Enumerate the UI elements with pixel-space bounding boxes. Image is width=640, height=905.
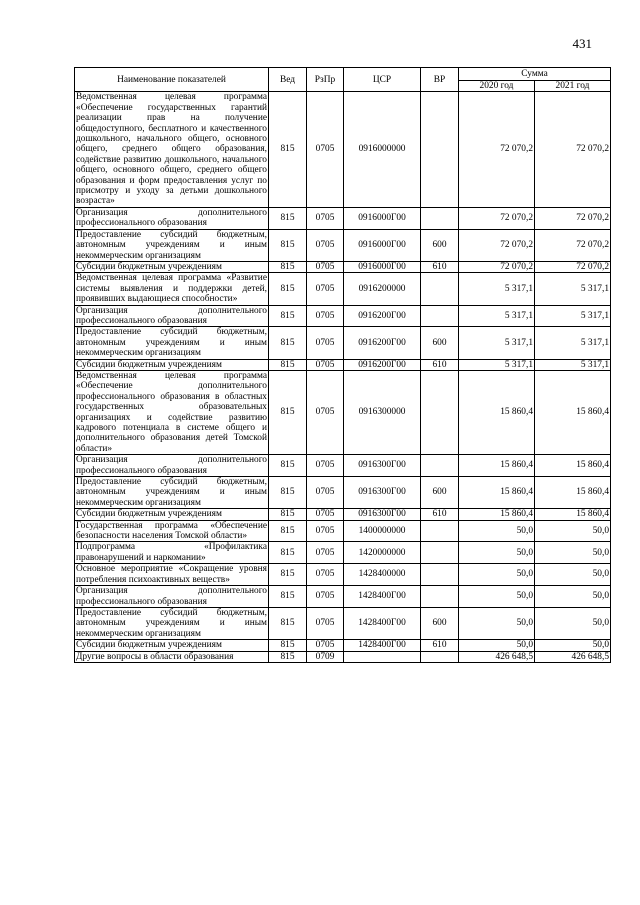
cell-name: Организация дополнительного профессионального образования — [76, 305, 267, 326]
cell-2021: 72 070,2 — [535, 229, 611, 261]
cell-2020: 50,0 — [459, 564, 535, 586]
cell-2020: 50,0 — [459, 640, 535, 651]
cell-rzpr: 0709 — [307, 651, 344, 662]
cell-name: Предоставление субсидий бюджетным, автономным учреждениям и иным некоммерческим организациям — [76, 229, 267, 261]
table-row — [75, 651, 611, 662]
cell-csr: 1428400Г00 — [344, 640, 421, 651]
cell-rzpr: 0705 — [307, 520, 344, 542]
table-row — [75, 273, 611, 305]
cell-csr: 1428400000 — [344, 564, 421, 586]
cell-2021: 50,0 — [535, 520, 611, 542]
cell-vr: 600 — [421, 229, 459, 261]
cell-2020: 72 070,2 — [459, 207, 535, 229]
cell-ved: 815 — [269, 261, 307, 272]
cell-rzpr: 0705 — [307, 477, 344, 509]
table-row — [75, 207, 611, 229]
cell-ved: 815 — [269, 455, 307, 477]
cell-csr: 0916200000 — [344, 273, 421, 305]
cell-ved: 815 — [269, 207, 307, 229]
table-row — [75, 327, 611, 359]
cell-rzpr: 0705 — [307, 327, 344, 359]
cell-ved: 815 — [269, 327, 307, 359]
cell-csr: 0916200Г00 — [344, 359, 421, 370]
cell-2020: 72 070,2 — [459, 261, 535, 272]
cell-2021: 5 317,1 — [535, 305, 611, 327]
cell-2021: 5 317,1 — [535, 273, 611, 305]
cell-csr: 0916200Г00 — [344, 305, 421, 327]
cell-rzpr: 0705 — [307, 586, 344, 608]
cell-2020: 5 317,1 — [459, 305, 535, 327]
cell-ved: 815 — [269, 305, 307, 327]
table-row — [75, 92, 611, 207]
table-row — [75, 564, 611, 586]
header-name: Наименование показателей — [75, 68, 269, 92]
header-csr: ЦСР — [344, 68, 421, 92]
cell-vr: 600 — [421, 327, 459, 359]
cell-csr: 1400000000 — [344, 520, 421, 542]
cell-ved: 815 — [269, 273, 307, 305]
cell-rzpr: 0705 — [307, 359, 344, 370]
cell-2020: 5 317,1 — [459, 327, 535, 359]
cell-csr: 1428400Г00 — [344, 586, 421, 608]
cell-2021: 72 070,2 — [535, 261, 611, 272]
cell-name: Основное мероприятие «Сокращение уровня потребления психоактивных веществ» — [76, 564, 267, 585]
table-row — [75, 509, 611, 520]
header-year-2020: 2020 год — [459, 81, 535, 92]
cell-rzpr: 0705 — [307, 509, 344, 520]
cell-2020: 72 070,2 — [459, 92, 535, 207]
cell-vr: 610 — [421, 261, 459, 272]
cell-name: Ведомственная целевая программа «Обеспечение государственных гарантий реализации прав на получение общедоступного, бесплатного и качественного дошкольного, начального общего, основного общего, среднего общего образования, содействие развитию дошкольного, начального общего, основного общего, среднего общего образования и форм предоставления услуг по присмотру и уходу за детьми дошкольного возраста» — [76, 92, 267, 207]
cell-2021: 15 860,4 — [535, 477, 611, 509]
cell-vr — [421, 586, 459, 608]
cell-vr — [421, 305, 459, 327]
cell-2021: 5 317,1 — [535, 327, 611, 359]
cell-2020: 50,0 — [459, 586, 535, 608]
cell-2020: 15 860,4 — [459, 477, 535, 509]
cell-name: Организация дополнительного профессионального образования — [76, 586, 267, 607]
cell-vr — [421, 92, 459, 207]
cell-name: Предоставление субсидий бюджетным, автономным учреждениям и иным некоммерческим организациям — [76, 327, 267, 359]
cell-name: Субсидии бюджетным учреждениям — [75, 359, 269, 370]
cell-name: Организация дополнительного профессионального образования — [76, 455, 267, 476]
cell-ved: 815 — [269, 640, 307, 651]
cell-csr — [344, 651, 421, 662]
cell-2021: 50,0 — [535, 640, 611, 651]
cell-rzpr: 0705 — [307, 261, 344, 272]
cell-2021: 72 070,2 — [535, 207, 611, 229]
table-row — [75, 640, 611, 651]
table-row — [75, 229, 611, 261]
cell-csr: 1428400Г00 — [344, 607, 421, 639]
table-row — [75, 455, 611, 477]
cell-2020: 50,0 — [459, 607, 535, 639]
cell-csr: 0916200Г00 — [344, 327, 421, 359]
cell-2021: 15 860,4 — [535, 370, 611, 454]
cell-name: Ведомственная целевая программа «Развитие системы выявления и поддержки детей, проявивших выдающиеся способности» — [76, 273, 267, 305]
cell-ved: 815 — [269, 651, 307, 662]
header-rzpr: РзПр — [307, 68, 344, 92]
cell-vr: 610 — [421, 640, 459, 651]
cell-vr — [421, 564, 459, 586]
cell-ved: 815 — [269, 607, 307, 639]
header-sum: Сумма — [459, 68, 611, 81]
cell-2020: 5 317,1 — [459, 359, 535, 370]
cell-2020: 15 860,4 — [459, 509, 535, 520]
cell-name: Другие вопросы в области образования — [75, 651, 269, 662]
header-year-2021: 2021 год — [535, 81, 611, 92]
cell-2021: 426 648,5 — [535, 651, 611, 662]
cell-vr: 600 — [421, 477, 459, 509]
cell-2021: 15 860,4 — [535, 509, 611, 520]
cell-vr — [421, 542, 459, 564]
cell-ved: 815 — [269, 229, 307, 261]
cell-2020: 50,0 — [459, 520, 535, 542]
cell-rzpr: 0705 — [307, 640, 344, 651]
cell-rzpr: 0705 — [307, 305, 344, 327]
table-row — [75, 477, 611, 509]
cell-ved: 815 — [269, 509, 307, 520]
table-row — [75, 607, 611, 639]
cell-rzpr: 0705 — [307, 370, 344, 454]
table-row — [75, 586, 611, 608]
cell-ved: 815 — [269, 564, 307, 586]
cell-2021: 5 317,1 — [535, 359, 611, 370]
cell-2021: 50,0 — [535, 542, 611, 564]
table-row — [75, 261, 611, 272]
cell-ved: 815 — [269, 520, 307, 542]
cell-rzpr: 0705 — [307, 455, 344, 477]
cell-vr: 610 — [421, 509, 459, 520]
cell-name: Субсидии бюджетным учреждениям — [75, 261, 269, 272]
cell-vr — [421, 370, 459, 454]
table-row — [75, 542, 611, 564]
cell-rzpr: 0705 — [307, 207, 344, 229]
cell-name: Организация дополнительного профессионального образования — [76, 207, 267, 229]
cell-vr: 600 — [421, 607, 459, 639]
page-number: 431 — [572, 36, 592, 51]
table-row — [75, 359, 611, 370]
cell-2021: 72 070,2 — [535, 92, 611, 207]
header-vr: ВР — [421, 68, 459, 92]
cell-csr: 0916300Г00 — [344, 477, 421, 509]
cell-2021: 15 860,4 — [535, 455, 611, 477]
cell-2020: 15 860,4 — [459, 455, 535, 477]
cell-rzpr: 0705 — [307, 542, 344, 564]
cell-2020: 50,0 — [459, 542, 535, 564]
budget-table — [74, 67, 611, 663]
cell-2020: 72 070,2 — [459, 229, 535, 261]
cell-rzpr: 0705 — [307, 273, 344, 305]
cell-vr: 610 — [421, 359, 459, 370]
cell-2021: 50,0 — [535, 586, 611, 608]
cell-vr — [421, 520, 459, 542]
cell-name: Субсидии бюджетным учреждениям — [75, 509, 269, 520]
cell-csr: 0916000000 — [344, 92, 421, 207]
cell-name: Ведомственная целевая программа «Обеспечение дополнительного профессионального образования в областных государственных образовательных организациях и содействие развитию кадрового потенциала в системе общего и дополнительного образования детей Томской области» — [76, 370, 267, 454]
cell-rzpr: 0705 — [307, 229, 344, 261]
cell-rzpr: 0705 — [307, 607, 344, 639]
table-row — [75, 370, 611, 454]
cell-vr — [421, 207, 459, 229]
cell-csr: 0916000Г00 — [344, 207, 421, 229]
cell-csr: 0916300000 — [344, 370, 421, 454]
cell-ved: 815 — [269, 542, 307, 564]
cell-ved: 815 — [269, 92, 307, 207]
cell-vr — [421, 651, 459, 662]
cell-2020: 5 317,1 — [459, 273, 535, 305]
cell-name: Предоставление субсидий бюджетным, автономным учреждениям и иным некоммерческим организациям — [76, 607, 267, 639]
table-row — [75, 305, 611, 327]
cell-2020: 15 860,4 — [459, 370, 535, 454]
cell-ved: 815 — [269, 370, 307, 454]
cell-csr: 0916000Г00 — [344, 261, 421, 272]
cell-name: Субсидии бюджетным учреждениям — [75, 640, 269, 651]
cell-name: Предоставление субсидий бюджетным, автономным учреждениям и иным некоммерческим организациям — [76, 477, 267, 508]
cell-vr — [421, 273, 459, 305]
cell-name: Государственная программа «Обеспечение безопасности населения Томской области» — [76, 520, 267, 542]
cell-name: Подпрограмма «Профилактика правонарушений и наркомании» — [76, 542, 267, 563]
cell-csr: 0916300Г00 — [344, 455, 421, 477]
cell-csr: 0916000Г00 — [344, 229, 421, 261]
cell-ved: 815 — [269, 477, 307, 509]
cell-rzpr: 0705 — [307, 564, 344, 586]
header-ved: Вед — [269, 68, 307, 92]
cell-2021: 50,0 — [535, 607, 611, 639]
cell-csr: 0916300Г00 — [344, 509, 421, 520]
table-row — [75, 520, 611, 542]
cell-2021: 50,0 — [535, 564, 611, 586]
cell-rzpr: 0705 — [307, 92, 344, 207]
table-body — [75, 92, 611, 663]
cell-ved: 815 — [269, 359, 307, 370]
cell-vr — [421, 455, 459, 477]
cell-ved: 815 — [269, 586, 307, 608]
cell-2020: 426 648,5 — [459, 651, 535, 662]
cell-csr: 1420000000 — [344, 542, 421, 564]
